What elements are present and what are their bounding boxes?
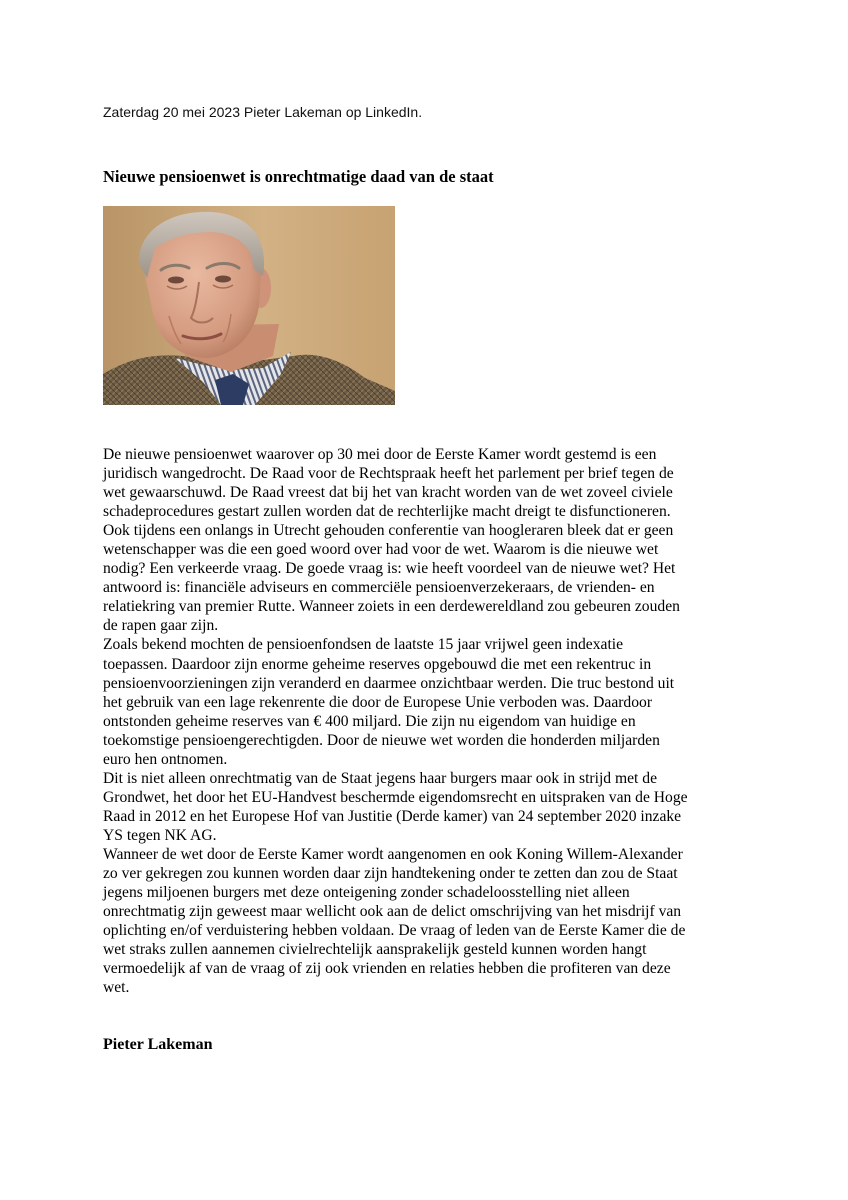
body-line: YS tegen NK AG. (103, 826, 217, 844)
body-line: wet straks zullen aannemen civielrechtelijk aansprakelijk gesteld kunnen worden hangt (103, 941, 647, 959)
body-line: wet gewaarschuwd. De Raad vreest dat bij het van kracht worden van de wet zoveel civiele (103, 484, 673, 502)
body-line: pensioenvoorzieningen zijn veranderd en daarmee onzichtbaar werden. Die truc bestond uit (103, 674, 675, 692)
article-title: Nieuwe pensioenwet is onrechtmatige daad van de staat (103, 167, 494, 186)
body-line: de rapen gaar zijn. (103, 617, 219, 635)
body-line: wet. (103, 979, 130, 997)
body-line: oplichting en/of verduistering hebben voldaan. De vraag of leden van de Eerste Kamer die de (103, 922, 686, 940)
body-line: Zoals bekend mochten de pensioenfondsen de laatste 15 jaar vrijwel geen indexatie (103, 636, 624, 654)
body-line: De nieuwe pensioenwet waarover op 30 mei door de Eerste Kamer wordt gestemd is een (103, 446, 657, 463)
body-line: vermoedelijk af van de vraag of zij ook vrienden en relaties hebben die profiteren van deze (103, 960, 671, 978)
body-line: juridisch wangedrocht. De Raad voor de Rechtspraak heeft het parlement per brief tegen de (103, 465, 674, 483)
article-body (103, 445, 743, 997)
body-line: Raad in 2012 en het Europese Hof van Justitie (Derde kamer) van 24 september 2020 inzake (103, 807, 682, 825)
body-line: Dit is niet alleen onrechtmatig van de Staat jegens haar burgers maar ook in strijd met de (103, 769, 657, 787)
body-line: euro hen ontnomen. (103, 750, 228, 768)
body-line: jegens miljoenen burgers met deze onteigening zonder schadeloosstelling niet alleen (103, 884, 630, 902)
body-line: ontstonden geheime reserves van € 400 miljard. Die zijn nu eigendom van huidige en (103, 712, 636, 730)
body-line: relatiekring van premier Rutte. Wanneer zoiets in een derdewereldland zou gebeuren zouden (103, 598, 680, 616)
portrait-photo (103, 206, 395, 405)
body-line: toepassen. Daardoor zijn enorme geheime reserves opgebouwd die met een rekentruc in (103, 655, 652, 673)
author-signature: Pieter Lakeman (103, 1036, 213, 1053)
body-line: toekomstige pensioengerechtigden. Door de nieuwe wet worden die honderden miljarden (103, 731, 660, 749)
body-line: nodig? Een verkeerde vraag. De goede vraag is: wie heeft voordeel van de nieuwe wet? Het (103, 560, 676, 578)
body-line: Grondwet, het door het EU-Handvest beschermde eigendomsrecht en uitspraken van de Hoge (103, 788, 688, 806)
body-line: onrechtmatig zijn geweest maar wellicht ook aan de delict omschrijving van het misdrijf van (103, 903, 682, 921)
body-line: Wanneer de wet door de Eerste Kamer wordt aangenomen en ook Koning Willem-Alexander (103, 845, 683, 863)
dateline: Zaterdag 20 mei 2023 Pieter Lakeman op LinkedIn. (103, 104, 423, 120)
body-line: wetenschapper was die een goed woord over had voor de wet. Waarom is die nieuwe wet (103, 541, 659, 559)
body-line: Ook tijdens een onlangs in Utrecht gehouden conferentie van hoogleraren bleek dat er geen (103, 522, 674, 540)
body-line: schadeprocedures gestart zullen worden dat de rechterlijke macht dreigt te disfunctioneren. (103, 503, 671, 521)
body-line: zo ver gekregen zou kunnen worden daar zijn handtekening onder te zetten dan zou de Staat (103, 865, 678, 883)
body-line: het gebruik van een lage rekenrente die door de Europese Unie verboden was. Daardoor (103, 693, 653, 711)
body-line: antwoord is: financiële adviseurs en commerciële pensioenverzekeraars, de vrienden- en (103, 579, 655, 597)
